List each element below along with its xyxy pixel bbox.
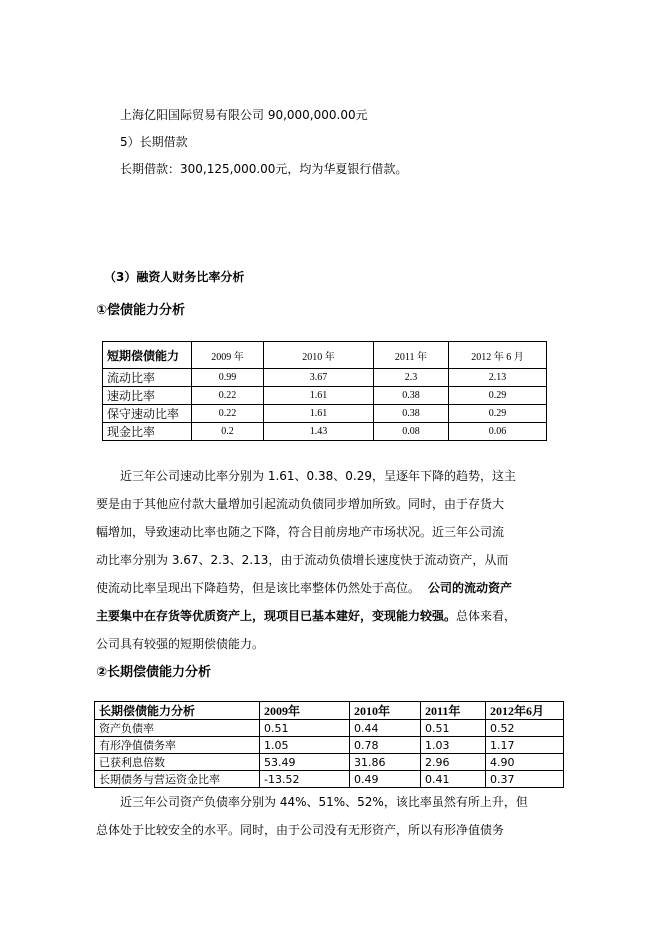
row-label: 长期债务与营运资金比率 — [95, 771, 260, 788]
column-header: 2012年6月 — [486, 702, 564, 720]
row-label: 有形净值债务率 — [95, 737, 260, 754]
table-cell: 0.29 — [449, 387, 547, 405]
paragraph-line: 幅增加，导致速动比率也随之下降，符合目前房地产市场状况。近三年公司流 — [96, 525, 505, 539]
column-header: 2010年 — [350, 702, 421, 720]
column-header: 2012 年 6 月 — [449, 342, 547, 369]
row-label: 已获利息倍数 — [95, 754, 260, 771]
table-cell: 0.99 — [192, 369, 264, 387]
column-header: 短期偿债能力 — [103, 342, 192, 369]
emphasis-text: 公司的流动资产 — [428, 581, 513, 595]
long-term-analysis-paragraph — [96, 788, 560, 844]
paragraph-line: 动比率分别为 3.67、2.3、2.13，由于流动负债增长速度快于流动资产，从而 — [96, 553, 509, 567]
table-cell: 1.61 — [264, 405, 374, 423]
column-header: 2011年 — [421, 702, 486, 720]
table-cell: 0.06 — [449, 423, 547, 441]
emphasis-text: 主要集中在存货等优质资产上，现项目已基本建好，变现能力较强。 — [96, 609, 457, 623]
table-cell: 0.38 — [374, 387, 449, 405]
column-header: 2009年 — [260, 702, 350, 720]
table-header-row — [103, 342, 547, 369]
table-row — [103, 387, 547, 405]
table-row — [95, 754, 564, 771]
paragraph-line: 近三年公司速动比率分别为 1.61、0.38、0.29，呈逐年下降的趋势，这主 — [120, 469, 516, 483]
table-cell: 31.86 — [350, 754, 421, 771]
paragraph-line — [96, 574, 560, 602]
table-cell: 1.03 — [421, 737, 486, 754]
table-cell: 0.08 — [374, 423, 449, 441]
section-3-heading: （3）融资人财务比率分析 — [104, 270, 245, 284]
table-row — [103, 423, 547, 441]
table-cell: 1.05 — [260, 737, 350, 754]
section-5-heading: 5）长期借款 — [120, 135, 188, 149]
company-loan-line: 上海亿阳国际贸易有限公司 90,000,000.00元 — [120, 108, 368, 122]
table-cell: -13.52 — [260, 771, 350, 788]
table-row — [103, 369, 547, 387]
table-cell: 0.44 — [350, 720, 421, 737]
table-cell: 0.2 — [192, 423, 264, 441]
table-cell: 4.90 — [486, 754, 564, 771]
table-row — [95, 771, 564, 788]
row-label: 保守速动比率 — [103, 405, 192, 423]
column-header: 2011 年 — [374, 342, 449, 369]
table-cell: 0.22 — [192, 405, 264, 423]
table-cell: 2.96 — [421, 754, 486, 771]
column-header: 长期偿债能力分析 — [95, 702, 260, 720]
short-term-solvency-table — [102, 341, 547, 441]
long-term-solvency-heading: ②长期偿债能力分析 — [96, 665, 212, 680]
paragraph-text: 总体来看， — [456, 609, 517, 623]
table-cell: 0.37 — [486, 771, 564, 788]
table-cell: 1.17 — [486, 737, 564, 754]
paragraph-line: 要是由于其他应付款大量增加引起流动负债同步增加所致。同时，由于存货大 — [96, 497, 505, 511]
table-cell: 0.41 — [421, 771, 486, 788]
table-cell: 0.22 — [192, 387, 264, 405]
table-row — [95, 737, 564, 754]
table-cell: 0.29 — [449, 405, 547, 423]
table-cell: 0.49 — [350, 771, 421, 788]
table-cell: 0.38 — [374, 405, 449, 423]
long-term-solvency-table — [94, 701, 564, 788]
table-row — [103, 405, 547, 423]
row-label: 资产负债率 — [95, 720, 260, 737]
table-cell: 0.51 — [421, 720, 486, 737]
paragraph-line: 总体处于比较安全的水平。同时，由于公司没有无形资产，所以有形净值债务 — [96, 823, 505, 837]
solvency-analysis-heading: ①偿债能力分析 — [96, 303, 186, 318]
column-header: 2009 年 — [192, 342, 264, 369]
paragraph-line — [96, 602, 560, 630]
table-header-row — [95, 702, 564, 720]
table-cell: 1.61 — [264, 387, 374, 405]
table-row — [95, 720, 564, 737]
table-cell: 2.3 — [374, 369, 449, 387]
table-cell: 1.43 — [264, 423, 374, 441]
long-term-loan-line: 长期借款：300,125,000.00元，均为华夏银行借款。 — [120, 162, 408, 176]
column-header: 2010 年 — [264, 342, 374, 369]
short-term-analysis-paragraph — [96, 462, 560, 658]
table-cell: 3.67 — [264, 369, 374, 387]
table-cell: 2.13 — [449, 369, 547, 387]
table-cell: 53.49 — [260, 754, 350, 771]
paragraph-line: 近三年公司资产负债率分别为 44%、51%、52%，该比率虽然有所上升，但 — [120, 795, 528, 809]
paragraph-line: 公司具有较强的短期偿债能力。 — [96, 637, 265, 651]
paragraph-text: 使流动比率呈现出下降趋势，但是该比率整体仍然处于高位。 — [96, 581, 421, 595]
table-cell: 0.52 — [486, 720, 564, 737]
table-cell: 0.78 — [350, 737, 421, 754]
row-label: 速动比率 — [103, 387, 192, 405]
row-label: 现金比率 — [103, 423, 192, 441]
table-cell: 0.51 — [260, 720, 350, 737]
row-label: 流动比率 — [103, 369, 192, 387]
